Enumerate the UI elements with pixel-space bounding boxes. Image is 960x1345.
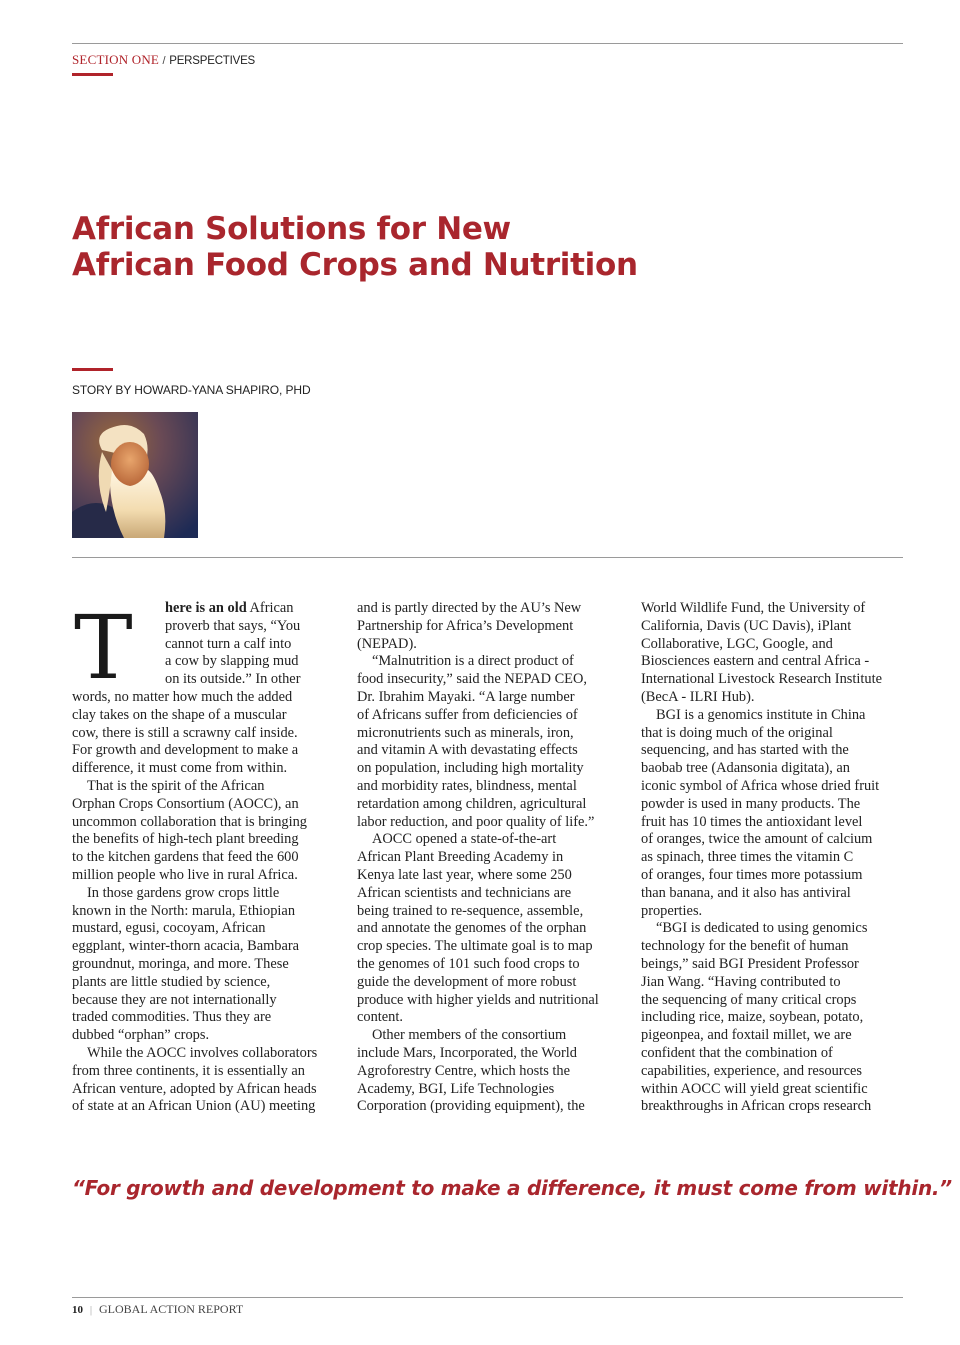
text-line: Biosciences eastern and central Africa - xyxy=(641,653,870,670)
text-line: of Africans suffer from deficiencies of xyxy=(357,706,578,723)
byline xyxy=(72,383,311,397)
text-line: the sequencing of many critical crops xyxy=(641,991,857,1008)
text-line: Jian Wang. “Having contributed to xyxy=(641,973,841,990)
lead-in-words: here is an old xyxy=(165,600,247,616)
section-underline xyxy=(72,73,113,76)
text-line: than banana, and it also has antiviral xyxy=(641,884,851,901)
text-line: million people who live in rural Africa. xyxy=(72,866,298,883)
text-line: the benefits of high-tech plant breeding xyxy=(72,831,299,848)
text-line: difference, it must come from within. xyxy=(72,760,288,777)
text-line: cannot turn a calf into xyxy=(165,635,292,652)
text-line: Collaborative, LGC, Google, and xyxy=(641,635,833,652)
text-line: California, Davis (UC Davis), iPlant xyxy=(641,617,852,634)
page-number: 10 xyxy=(72,1304,83,1316)
text-line: groundnut, moringa, and more. These xyxy=(72,955,289,972)
text-line: AOCC opened a state-of-the-art xyxy=(372,831,557,848)
text-line: Corporation (providing equipment), the xyxy=(357,1098,585,1115)
text-line: and morbidity rates, blindness, mental xyxy=(357,777,577,794)
text-line: In those gardens grow crops little xyxy=(87,884,280,901)
text-line: baobab tree (Adansonia digitata), an xyxy=(641,760,850,777)
text-line: guide the development of more robust xyxy=(357,973,577,990)
text-line: uncommon collaboration that is bringing xyxy=(72,813,308,830)
text-line: within AOCC will yield great scientific xyxy=(641,1080,868,1097)
author-photo xyxy=(72,412,198,538)
text-line: because they are not internationally xyxy=(72,991,277,1008)
text-line: labor reduction, and poor quality of life.” xyxy=(357,813,595,830)
text-line: of oranges, four times more potassium xyxy=(641,866,863,883)
text-line: sequencing, and has started with the xyxy=(641,742,849,759)
text-line-fragment: African xyxy=(246,600,294,616)
text-line: and vitamin A with devastating effects xyxy=(357,742,578,759)
text-line: as spinach, three times the vitamin C xyxy=(641,849,854,866)
text-line: pigeonpea, and foxtail millet, we are xyxy=(641,1027,852,1044)
text-line: produce with higher yields and nutritional xyxy=(357,991,599,1008)
text-line: Orphan Crops Consortium (AOCC), an xyxy=(72,795,299,812)
text-line: Academy, BGI, Life Technologies xyxy=(357,1080,555,1097)
text-line: being trained to re-sequence, assemble, xyxy=(357,902,584,919)
text-line: iconic symbol of Africa whose dried fruit xyxy=(641,777,880,794)
text-line: and annotate the genomes of the orphan xyxy=(357,920,587,937)
text-line: to the kitchen gardens that feed the 600 xyxy=(72,849,299,866)
text-line: the genomes of 101 such food crops to xyxy=(357,955,580,972)
text-line: food insecurity,” said the NEPAD CEO, xyxy=(357,671,587,688)
text-line: (BecA - ILRI Hub). xyxy=(641,688,755,705)
text-line: technology for the benefit of human xyxy=(641,938,849,955)
text-line: including rice, maize, soybean, potato, xyxy=(641,1009,864,1026)
text-line: Dr. Ibrahim Mayaki. “A large number xyxy=(357,688,575,705)
text-line: BGI is a genomics institute in China xyxy=(656,706,866,723)
text-line: breakthroughs in African crops research xyxy=(641,1098,872,1115)
text-line: Other members of the consortium xyxy=(372,1027,567,1044)
section-name: SECTION ONE xyxy=(72,52,160,67)
publication-name: GLOBAL ACTION REPORT xyxy=(99,1302,244,1316)
middle-rule xyxy=(72,557,903,558)
text-line: While the AOCC involves collaborators xyxy=(87,1044,318,1061)
text-line: That is the spirit of the African xyxy=(87,777,265,794)
text-line: powder is used in many products. The xyxy=(641,795,861,812)
text-line xyxy=(72,600,338,618)
text-line: African Plant Breeding Academy in xyxy=(357,849,564,866)
drop-cap: T xyxy=(74,596,133,699)
text-line: beings,” said BGI President Professor xyxy=(641,955,859,972)
byline-rule xyxy=(72,368,113,371)
text-line: “BGI is dedicated to using genomics xyxy=(656,920,868,937)
page-footer xyxy=(72,1302,243,1317)
text-line: For growth and development to make a xyxy=(72,742,299,759)
text-line: Agroforestry Centre, which hosts the xyxy=(357,1062,571,1079)
pull-quote: “For growth and development to make a difference, it must come from within.” xyxy=(72,1176,952,1200)
text-line: capabilities, experience, and resources xyxy=(641,1062,862,1079)
text-line: African venture, adopted by African heads xyxy=(72,1080,317,1097)
text-line: content. xyxy=(357,1009,403,1026)
section-label xyxy=(72,52,255,68)
text-line: micronutrients such as minerals, iron, xyxy=(357,724,574,741)
text-line: known in the North: marula, Ethiopian xyxy=(72,902,296,919)
text-line: plants are little studied by science, xyxy=(72,973,271,990)
text-line: properties. xyxy=(641,902,703,919)
text-line: on population, including high mortality xyxy=(357,760,584,777)
bottom-rule xyxy=(72,1297,903,1298)
text-line: clay takes on the shape of a muscular xyxy=(72,706,287,723)
text-line: from three continents, it is essentially an xyxy=(72,1062,305,1079)
text-line: include Mars, Incorporated, the World xyxy=(357,1044,577,1061)
text-line: (NEPAD). xyxy=(357,635,417,652)
author-portrait-image xyxy=(72,412,198,538)
section-slash: / xyxy=(162,55,166,67)
article-headline xyxy=(72,211,872,283)
text-line: cow, there is still a scrawny calf inside. xyxy=(72,724,298,741)
text-line: proverb that says, “You xyxy=(165,617,301,634)
headline-line-1: African Solutions for New xyxy=(72,211,511,247)
text-line: and is partly directed by the AU’s New xyxy=(357,600,582,616)
text-line: eggplant, winter-thorn acacia, Bambara xyxy=(72,938,300,955)
article-column-1 xyxy=(72,596,338,1116)
footer-separator: | xyxy=(90,1305,93,1316)
text-line: confident that the combination of xyxy=(641,1044,833,1061)
byline-prefix: STORY BY xyxy=(72,383,132,397)
text-line: African scientists and technicians are xyxy=(357,884,572,901)
byline-author: HOWARD-YANA SHAPIRO, PHD xyxy=(134,383,311,397)
text-line: mustard, egusi, cocoyam, African xyxy=(72,920,266,937)
text-line: traded commodities. Thus they are xyxy=(72,1009,272,1026)
text-line: of oranges, twice the amount of calcium xyxy=(641,831,873,848)
text-line: crop species. The ultimate goal is to map xyxy=(357,938,593,955)
text-line: Partnership for Africa’s Development xyxy=(357,617,574,634)
text-line: fruit has 10 times the antioxidant level xyxy=(641,813,863,830)
text-line: on its outside.” In other xyxy=(165,671,301,688)
text-line: dubbed “orphan” crops. xyxy=(72,1027,210,1044)
text-line: words, no matter how much the added xyxy=(72,688,293,705)
text-line: World Wildlife Fund, the University of xyxy=(641,600,866,616)
subsection-name: PERSPECTIVES xyxy=(169,55,256,67)
top-rule xyxy=(72,43,903,44)
headline-line-2: African Food Crops and Nutrition xyxy=(72,247,638,283)
text-line: International Livestock Research Institute xyxy=(641,671,882,688)
text-line: retardation among children, agricultural xyxy=(357,795,587,812)
text-line: that is doing much of the original xyxy=(641,724,833,741)
article-column-3 xyxy=(641,600,907,1116)
text-line: “Malnutrition is a direct product of xyxy=(372,653,574,670)
text-line: a cow by slapping mud xyxy=(165,653,299,670)
article-column-2 xyxy=(357,600,623,1116)
text-line: Kenya late last year, where some 250 xyxy=(357,866,572,883)
text-line: of state at an African Union (AU) meeting xyxy=(72,1098,316,1115)
